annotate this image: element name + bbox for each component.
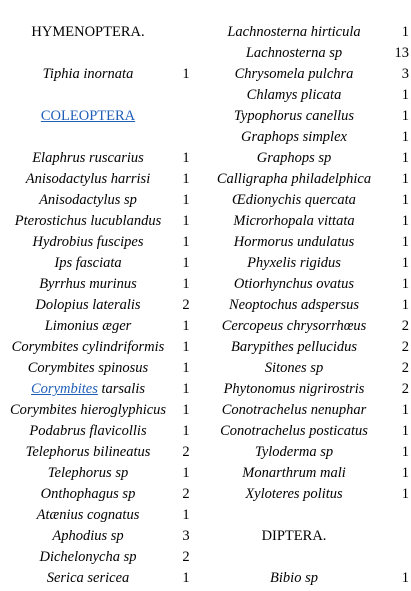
species-name: Phytonomus nigrirostris	[223, 381, 365, 397]
species-name: Dichelonycha sp	[39, 549, 137, 565]
specimen-count: 1	[401, 24, 409, 40]
specimen-count: 2	[182, 297, 190, 313]
species-row	[0, 148, 200, 169]
species-name: Lachnosterna hirticula	[227, 24, 361, 40]
species-row	[0, 316, 200, 337]
species-row	[0, 337, 200, 358]
species-row	[205, 106, 411, 127]
species-name: Atænius cognatus	[36, 507, 140, 523]
species-row	[205, 43, 411, 64]
specimen-count: 1	[182, 360, 190, 376]
species-row	[205, 337, 411, 358]
species-row	[205, 211, 411, 232]
species-row	[205, 295, 411, 316]
species-name: Tyloderma sp	[254, 444, 334, 460]
species-row	[205, 379, 411, 400]
specimen-count: 1	[182, 318, 190, 334]
specimen-count: 1	[401, 192, 409, 208]
species-row	[0, 253, 200, 274]
species-name: Anisodactylus harrisi	[25, 171, 151, 187]
left-column	[0, 22, 200, 589]
species-row	[205, 232, 411, 253]
species-name: Hormorus undulatus	[233, 234, 355, 250]
species-name: Graphops sp	[256, 150, 332, 166]
specimen-count: 1	[401, 423, 409, 439]
species-name: Sitones sp	[264, 360, 324, 376]
species-row	[0, 421, 200, 442]
species-row	[0, 169, 200, 190]
species-name: Conotrachelus nenuphar	[221, 402, 367, 418]
species-name: Ips fasciata	[54, 255, 122, 271]
specimen-count: 1	[182, 255, 190, 271]
species-name: Dolopius lateralis	[35, 297, 141, 313]
specimen-count: 1	[401, 465, 409, 481]
species-name: Hydrobius fuscipes	[32, 234, 144, 250]
specimen-count: 1	[182, 213, 190, 229]
species-row	[0, 442, 200, 463]
specimen-count: 1	[182, 150, 190, 166]
specimen-count: 2	[401, 360, 409, 376]
species-row	[0, 64, 200, 85]
species-name: Serica sericea	[46, 570, 130, 586]
spacer-row	[0, 85, 200, 106]
species-name: Telephorus bilineatus	[25, 444, 151, 460]
spacer-row	[205, 505, 411, 526]
specimen-count: 1	[401, 486, 409, 502]
species-row	[0, 400, 200, 421]
species-name: Conotrachelus posticatus	[220, 423, 368, 439]
species-name: Elaphrus ruscarius	[32, 150, 144, 166]
species-name: Chrysomela pulchra	[234, 66, 354, 82]
species-row	[0, 568, 200, 589]
species-row	[0, 463, 200, 484]
section-heading-hymenoptera	[0, 22, 200, 43]
species-row	[205, 442, 411, 463]
coleoptera-link[interactable]: COLEOPTERA	[40, 108, 136, 124]
species-row	[0, 232, 200, 253]
species-row	[205, 463, 411, 484]
species-row	[0, 358, 200, 379]
species-row	[0, 211, 200, 232]
species-name: Byrrhus murinus	[39, 276, 137, 292]
section-heading-diptera	[205, 526, 411, 547]
species-name: Corymbites hieroglyphicus	[9, 402, 167, 418]
species-row	[0, 484, 200, 505]
species-name: Œdionychis quercata	[232, 192, 356, 208]
specimen-count: 1	[182, 276, 190, 292]
species-row	[205, 274, 411, 295]
spacer-row	[0, 43, 200, 64]
specimen-count: 2	[401, 381, 409, 397]
species-name: Onthophagus sp	[40, 486, 136, 502]
species-epithet: tarsalis	[97, 381, 145, 397]
specimen-count: 1	[182, 234, 190, 250]
species-name: Microrhopala vittata	[233, 213, 355, 229]
species-name: Tiphia inornata	[42, 66, 134, 82]
specimen-count: 1	[182, 381, 190, 397]
species-name: Chlamys plicata	[246, 87, 342, 103]
specimen-count: 1	[401, 297, 409, 313]
species-name: Cercopeus chrysorrhœus	[221, 318, 367, 334]
specimen-count: 2	[182, 486, 190, 502]
section-heading-label: HYMENOPTERA.	[31, 24, 145, 40]
specimen-count: 3	[182, 528, 190, 544]
specimen-count: 1	[182, 570, 190, 586]
species-row	[0, 379, 200, 400]
specimen-count: 1	[182, 66, 190, 82]
specimen-count: 1	[401, 171, 409, 187]
species-name: Limonius æger	[44, 318, 132, 334]
species-row	[205, 127, 411, 148]
species-row	[205, 190, 411, 211]
specimen-count: 1	[401, 234, 409, 250]
species-name: Corymbites spinosus	[27, 360, 149, 376]
specimen-count: 1	[401, 129, 409, 145]
species-name: Corymbites cylindriformis	[11, 339, 165, 355]
species-name: Xyloteres politus	[245, 486, 343, 502]
species-row	[205, 400, 411, 421]
species-row	[205, 148, 411, 169]
specimen-count: 1	[401, 276, 409, 292]
spacer-row	[205, 547, 411, 568]
section-heading-label: DIPTERA.	[261, 528, 327, 544]
section-heading-label	[0, 106, 176, 127]
species-row	[0, 526, 200, 547]
species-name: Podabrus flavicollis	[29, 423, 147, 439]
specimen-count: 1	[182, 171, 190, 187]
specimen-count: 1	[182, 192, 190, 208]
specimen-count: 1	[182, 507, 190, 523]
species-row	[205, 358, 411, 379]
specimen-count: 1	[401, 444, 409, 460]
species-name: Telephorus sp	[47, 465, 129, 481]
species-row	[0, 295, 200, 316]
right-column	[205, 22, 411, 589]
specimen-count: 1	[401, 108, 409, 124]
species-row	[205, 169, 411, 190]
species-row	[205, 484, 411, 505]
species-name: Monarthrum mali	[242, 465, 346, 481]
species-name: Typophorus canellus	[233, 108, 355, 124]
specimen-count: 13	[394, 45, 409, 61]
genus-link[interactable]: Corymbites	[31, 381, 98, 397]
species-row	[0, 547, 200, 568]
species-name: Pterostichus lucublandus	[14, 213, 162, 229]
specimen-count: 1	[182, 339, 190, 355]
specimen-count: 1	[182, 423, 190, 439]
specimen-count: 2	[401, 318, 409, 334]
species-row	[205, 22, 411, 43]
spacer-row	[0, 127, 200, 148]
species-name: Barypithes pellucidus	[230, 339, 358, 355]
species-row	[205, 568, 411, 589]
species-row	[205, 64, 411, 85]
specimen-count: 1	[401, 87, 409, 103]
specimen-count: 2	[182, 549, 190, 565]
species-name: Calligrapha philadelphica	[216, 171, 372, 187]
specimen-count: 1	[401, 213, 409, 229]
species-name: Anisodactylus sp	[39, 192, 137, 208]
specimen-count: 1	[182, 465, 190, 481]
specimen-count: 1	[401, 402, 409, 418]
species-name: Aphodius sp	[52, 528, 124, 544]
species-name	[0, 379, 176, 400]
specimen-count: 2	[401, 339, 409, 355]
species-name: Graphops simplex	[241, 129, 347, 145]
specimen-count: 2	[182, 444, 190, 460]
species-name: Lachnosterna sp	[245, 45, 343, 61]
species-row	[205, 421, 411, 442]
species-name: Bibio sp	[270, 570, 318, 586]
specimen-count: 1	[401, 570, 409, 586]
species-name: Otiorhynchus ovatus	[233, 276, 355, 292]
section-heading-coleoptera	[0, 106, 200, 127]
species-row	[0, 190, 200, 211]
species-name: Phyxelis rigidus	[247, 255, 341, 271]
specimen-count: 1	[182, 402, 190, 418]
species-row	[205, 316, 411, 337]
specimen-count: 1	[401, 255, 409, 271]
species-row	[0, 274, 200, 295]
specimen-count: 1	[401, 150, 409, 166]
species-row	[205, 253, 411, 274]
species-row	[0, 505, 200, 526]
species-name: Neoptochus adspersus	[228, 297, 360, 313]
species-row	[205, 85, 411, 106]
specimen-count: 3	[401, 66, 409, 82]
